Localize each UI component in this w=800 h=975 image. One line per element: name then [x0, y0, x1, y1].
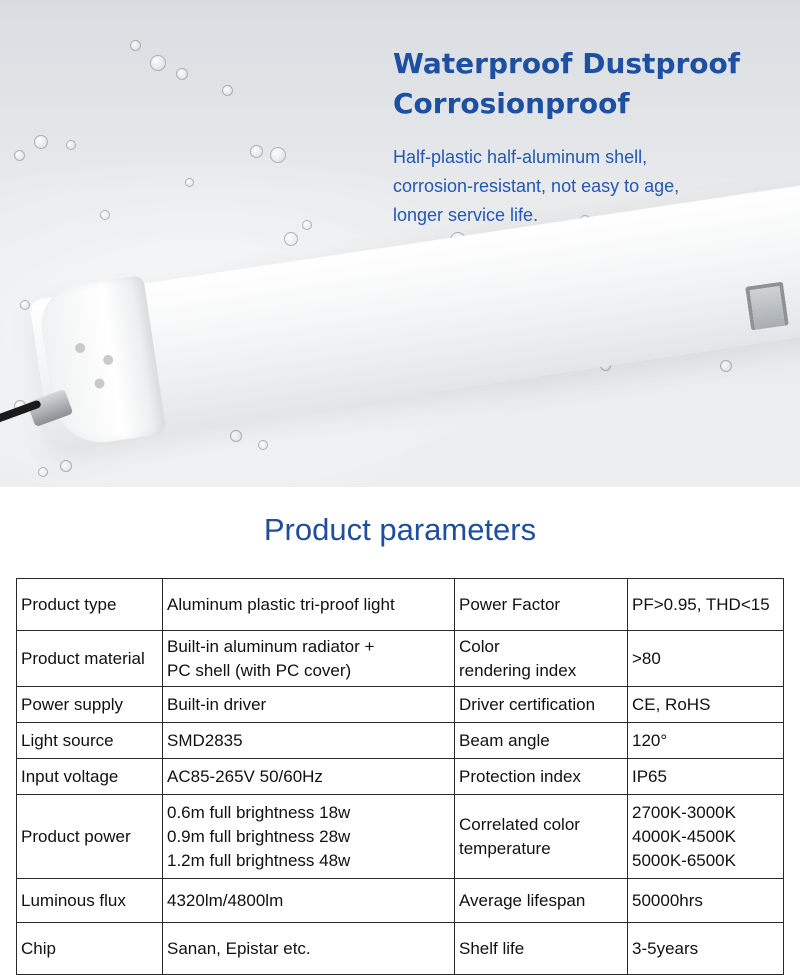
- param-label: Chip: [17, 923, 163, 975]
- param-label: Power Factor: [455, 579, 628, 631]
- water-droplet: [270, 147, 286, 163]
- table-row: [17, 579, 784, 631]
- water-droplet: [38, 467, 48, 477]
- water-droplet: [720, 360, 732, 372]
- table-row: [17, 687, 784, 723]
- section-title: Product parameters: [263, 512, 537, 547]
- param-label: Luminous flux: [17, 879, 163, 923]
- water-droplet: [34, 135, 48, 149]
- table-row: [17, 923, 784, 975]
- water-droplet: [250, 145, 263, 158]
- table-row: [17, 759, 784, 795]
- param-value: SMD2835: [163, 723, 455, 759]
- water-droplet: [230, 430, 242, 442]
- param-label: Input voltage: [17, 759, 163, 795]
- param-label: Power supply: [17, 687, 163, 723]
- hero-title: Waterproof Dustproof Corrosionproof: [393, 47, 740, 120]
- param-value: 4320lm/4800lm: [163, 879, 455, 923]
- hero-description: Half-plastic half-aluminum shell, corrosion-resistant, not easy to age, longer service life.: [393, 147, 680, 225]
- param-value: AC85-265V 50/60Hz: [163, 759, 455, 795]
- water-droplet: [66, 140, 76, 150]
- water-droplet: [100, 210, 110, 220]
- param-label: Driver certification: [455, 687, 628, 723]
- param-value: Built-in aluminum radiator + PC shell (with PC cover): [163, 631, 455, 687]
- param-label: Color rendering index: [455, 631, 628, 687]
- water-droplet: [150, 55, 166, 71]
- param-label: Product type: [17, 579, 163, 631]
- param-value: 50000hrs: [628, 879, 784, 923]
- table-row: [17, 631, 784, 687]
- param-label: Average lifespan: [455, 879, 628, 923]
- water-droplet: [185, 178, 194, 187]
- param-value: 0.6m full brightness 18w 0.9m full brightness 28w 1.2m full brightness 48w: [163, 795, 455, 879]
- param-value: 2700K-3000K 4000K-4500K 5000K-6500K: [628, 795, 784, 879]
- param-label: Shelf life: [455, 923, 628, 975]
- water-droplet: [302, 220, 312, 230]
- hero-banner: [0, 0, 800, 487]
- param-value: Sanan, Epistar etc.: [163, 923, 455, 975]
- water-droplet: [20, 300, 30, 310]
- param-value: CE, RoHS: [628, 687, 784, 723]
- water-droplet: [60, 460, 72, 472]
- param-label: Product material: [17, 631, 163, 687]
- param-label: Protection index: [455, 759, 628, 795]
- table-row: [17, 879, 784, 923]
- param-value: 120°: [628, 723, 784, 759]
- water-droplet: [130, 40, 141, 51]
- param-label: Correlated color temperature: [455, 795, 628, 879]
- param-value: IP65: [628, 759, 784, 795]
- table-row: [17, 723, 784, 759]
- param-value: >80: [628, 631, 784, 687]
- product-parameters-table: [16, 578, 784, 975]
- param-label: Light source: [17, 723, 163, 759]
- water-droplet: [222, 85, 233, 96]
- param-label: Beam angle: [455, 723, 628, 759]
- table-row: [17, 795, 784, 879]
- water-droplet: [284, 232, 298, 246]
- water-droplet: [258, 440, 268, 450]
- water-droplet: [176, 68, 188, 80]
- param-value: Aluminum plastic tri-proof light: [163, 579, 455, 631]
- param-label: Product power: [17, 795, 163, 879]
- mounting-clip: [745, 282, 789, 331]
- param-value: PF>0.95, THD<15: [628, 579, 784, 631]
- water-droplet: [14, 150, 25, 161]
- param-value: 3-5years: [628, 923, 784, 975]
- param-value: Built-in driver: [163, 687, 455, 723]
